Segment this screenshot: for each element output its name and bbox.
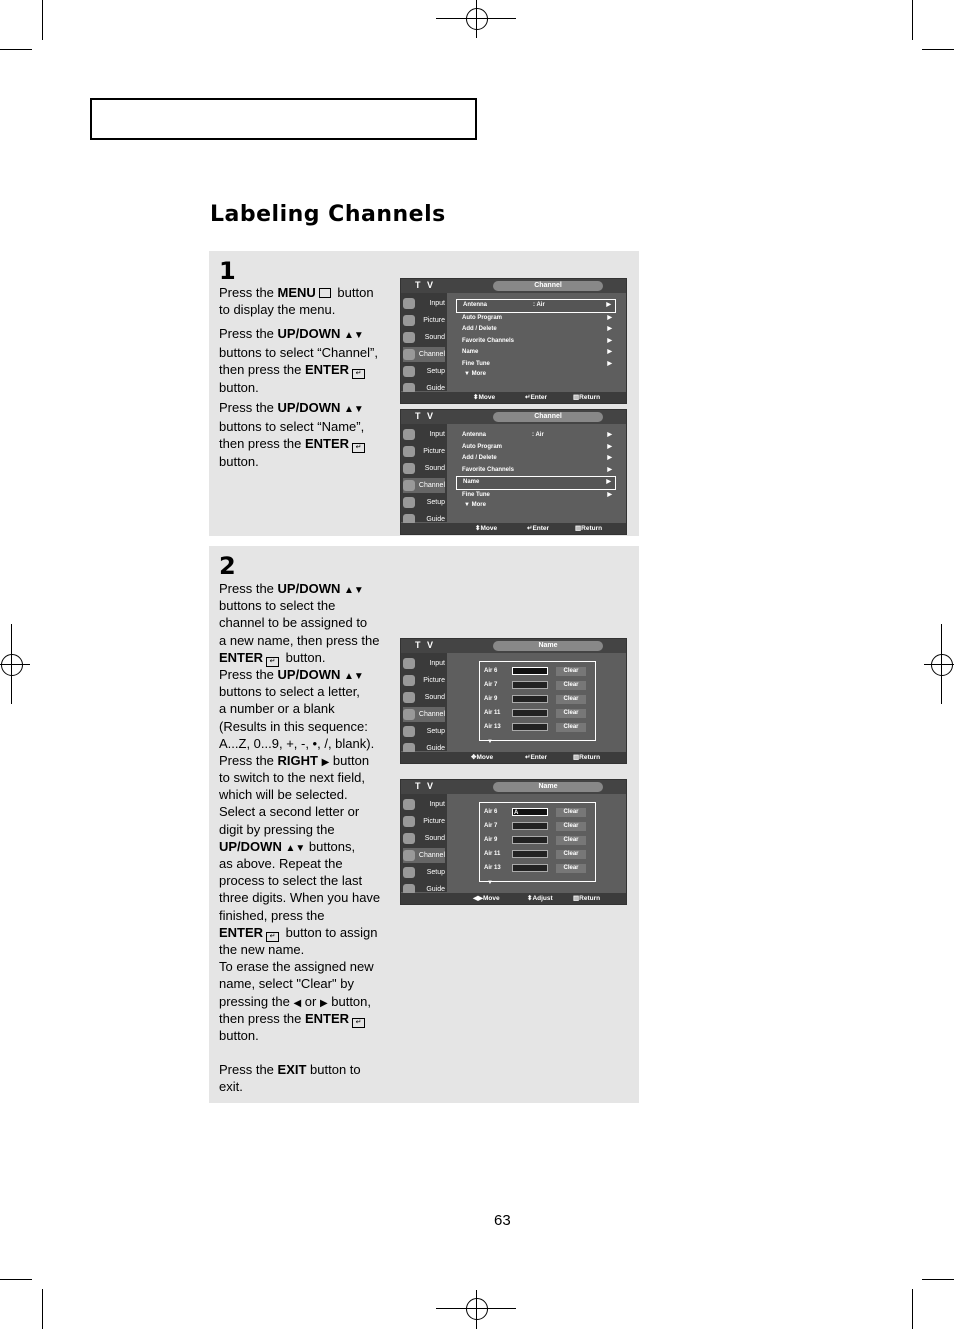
- menu-row-add-delete: Add / Delete ▶: [456, 324, 616, 336]
- up-down-arrow-icon: ▲▼: [344, 330, 364, 341]
- crop-mark: [922, 1279, 954, 1280]
- menu-row-fine-tune: Fine Tune ▶: [456, 490, 616, 502]
- right-arrow-icon: ▶: [607, 443, 612, 450]
- registration-line: [0, 664, 30, 665]
- picture-icon: [403, 446, 415, 457]
- sidebar-item-sound: Sound: [403, 330, 445, 345]
- step-1-paragraph-1: Press the MENU button to display the menu.: [219, 285, 374, 318]
- tv-screen-name-menu: [400, 638, 627, 764]
- sidebar-item-channel: Channel: [403, 347, 445, 362]
- name-field: [512, 864, 548, 872]
- name-row: Air 7 Clear: [484, 680, 592, 691]
- name-row: Air 6 Clear: [484, 666, 592, 677]
- clear-button: Clear: [556, 723, 586, 732]
- menu-row-fine-tune: Fine Tune ▶: [456, 359, 616, 371]
- sidebar-item-guide: Guide: [403, 381, 445, 396]
- instruction-line: ENTER ↵ button.: [219, 649, 326, 665]
- right-arrow-icon: ▶: [606, 302, 611, 308]
- down-arrow-icon: ▼: [487, 739, 493, 745]
- enter-icon: ↵: [352, 369, 365, 379]
- osd-sidebar: [401, 424, 447, 522]
- down-arrow-icon: ▼: [464, 502, 470, 508]
- osd-bottom-bar: [401, 392, 626, 403]
- page-number: 63: [494, 1212, 511, 1229]
- return-hint: ▥ Return: [573, 895, 601, 902]
- clear-button: Clear: [556, 808, 586, 817]
- clear-button: Clear: [556, 695, 586, 704]
- arrow-icon: ▲▼: [344, 585, 364, 596]
- instruction-line: buttons to select the: [219, 598, 336, 614]
- adjust-hint: ⬍ Adjust: [527, 895, 553, 902]
- right-arrow-icon: ▶: [607, 326, 612, 332]
- registration-line: [476, 1290, 477, 1329]
- right-arrow-icon: ▶: [607, 466, 612, 473]
- clear-button: Clear: [556, 681, 586, 690]
- instruction-line: Press the EXIT button to: [219, 1062, 361, 1078]
- setup-icon: [403, 867, 415, 878]
- crop-mark: [0, 49, 32, 50]
- right-arrow-icon: ▶: [607, 432, 612, 438]
- right-arrow-icon: ▶: [607, 349, 612, 355]
- name-row: Air 6 A Clear: [484, 807, 592, 818]
- instruction-line: ENTER ↵ button to assign: [219, 924, 378, 940]
- crop-mark: [912, 1289, 913, 1329]
- menu-icon: [319, 288, 331, 298]
- move-hint: ✥ Move: [471, 754, 494, 761]
- name-field: A: [512, 808, 548, 816]
- right-arrow-icon: ▶: [607, 455, 612, 461]
- sidebar-item-guide: Guide: [403, 741, 445, 756]
- return-hint: ▥ Return: [575, 525, 603, 532]
- sound-icon: [403, 463, 415, 474]
- instruction-line: pressing the ◀ or ▶ button,: [219, 993, 372, 1009]
- return-hint: ▥ Return: [573, 394, 601, 401]
- instruction-line: three digits. When you have: [219, 890, 381, 906]
- instruction-line: (Results in this sequence:: [219, 718, 368, 734]
- step-1-paragraph-2: Press the UP/DOWN ▲▼ buttons to select “Channel”, then press the ENTER ↵ button.: [219, 326, 378, 396]
- osd-sidebar: [401, 293, 447, 391]
- sound-icon: [403, 332, 415, 343]
- name-field: [512, 723, 548, 731]
- up-down-arrow-icon: ▲▼: [344, 404, 364, 415]
- clear-button: Clear: [556, 836, 586, 845]
- step-number: 1: [219, 257, 236, 285]
- menu-row-add-delete: Add / Delete ▶: [456, 453, 616, 465]
- page-title: Labeling Channels: [210, 202, 446, 227]
- instruction-line: channel to be assigned to: [219, 615, 368, 631]
- instruction-line: buttons to select a letter,: [219, 684, 360, 700]
- menu-row-auto-program: Auto Program ▶: [456, 313, 616, 325]
- menu-row-antenna: Antenna : Air ▶: [456, 299, 616, 313]
- sidebar-item-guide: Guide: [403, 882, 445, 897]
- osd-bottom-bar: [401, 893, 626, 904]
- name-row: Air 13 Clear: [484, 863, 592, 874]
- step-1-paragraph-3: Press the UP/DOWN ▲▼ buttons to select “Name”, then press the ENTER ↵ button.: [219, 400, 365, 470]
- name-row: Air 7 Clear: [484, 821, 592, 832]
- sidebar-item-input: Input: [403, 797, 445, 812]
- channel-icon: [403, 480, 415, 491]
- right-arrow-icon: ▶: [607, 491, 612, 498]
- clear-button: Clear: [556, 667, 586, 676]
- menu-row-auto-program: Auto Program ▶: [456, 442, 616, 454]
- menu-title: Name: [493, 641, 603, 651]
- sidebar-item-input: Input: [403, 656, 445, 671]
- enter-icon: ↵: [352, 443, 365, 453]
- osd-bottom-bar: [401, 752, 626, 763]
- right-arrow-icon: ▶: [607, 337, 612, 344]
- instruction-line: a number or a blank: [219, 701, 335, 717]
- instruction-line: Press the UP/DOWN ▲▼: [219, 581, 364, 596]
- arrow-icon: ◀: [293, 997, 302, 1009]
- sidebar-item-picture: Picture: [403, 673, 445, 688]
- sound-icon: [403, 833, 415, 844]
- setup-icon: [403, 366, 415, 377]
- tv-screen-channel-menu: [400, 278, 627, 404]
- name-field: [512, 850, 548, 858]
- instruction-line: then press the ENTER ↵: [219, 1010, 399, 1027]
- crop-mark: [42, 0, 43, 40]
- instruction-line: as above. Repeat the: [219, 856, 343, 871]
- input-icon: [403, 799, 415, 810]
- instruction-line: Press the UP/DOWN ▲▼: [219, 666, 364, 682]
- name-field: [512, 822, 548, 830]
- instruction-line: name, select "Clear" by: [219, 976, 354, 992]
- name-field: [512, 667, 548, 675]
- instruction-line: To erase the assigned new: [219, 959, 374, 975]
- instruction-line: process to select the last: [219, 873, 363, 889]
- instruction-line: exit.: [219, 1079, 243, 1095]
- name-field: [512, 709, 548, 717]
- name-field: [512, 836, 548, 844]
- registration-line: [476, 0, 477, 38]
- channel-icon: [403, 850, 415, 861]
- sidebar-item-input: Input: [403, 427, 445, 442]
- name-entry-box: [479, 802, 596, 882]
- instruction-line: button.: [219, 1027, 259, 1043]
- sidebar-item-channel: Channel: [403, 707, 445, 722]
- clear-button: Clear: [556, 864, 586, 873]
- sidebar-item-picture: Picture: [403, 444, 445, 459]
- sidebar-item-channel: Channel: [403, 848, 445, 863]
- return-hint: ▥ Return: [573, 754, 601, 761]
- picture-icon: [403, 675, 415, 686]
- name-field: [512, 681, 548, 689]
- sidebar-item-setup: Setup: [403, 364, 445, 379]
- name-row: Air 11 Clear: [484, 708, 592, 719]
- enter-icon: ↵: [352, 1018, 365, 1028]
- clear-button: Clear: [556, 850, 586, 859]
- instruction-line: [219, 1044, 399, 1061]
- osd-bottom-bar: [401, 523, 626, 534]
- name-row: Air 11 Clear: [484, 849, 592, 860]
- sidebar-item-setup: Setup: [403, 495, 445, 510]
- down-arrow-icon: ▼: [487, 880, 493, 886]
- sidebar-item-picture: Picture: [403, 814, 445, 829]
- enter-hint: ↵ Enter: [527, 525, 550, 532]
- name-row: Air 9 Clear: [484, 694, 592, 705]
- instruction-line: A...Z, 0...9, +, -, •, /, blank).: [219, 735, 375, 751]
- name-row: Air 13 Clear: [484, 722, 592, 733]
- enter-hint: ↵ Enter: [525, 754, 548, 761]
- enter-icon: ↵: [266, 932, 279, 942]
- crop-mark: [912, 0, 913, 40]
- instruction-line: Select a second letter or: [219, 804, 360, 820]
- sidebar-item-picture: Picture: [403, 313, 445, 328]
- enter-icon: ↵: [266, 657, 279, 667]
- channel-menu-list: [456, 430, 616, 510]
- enter-hint: ↵ Enter: [525, 394, 548, 401]
- menu-title: Name: [493, 782, 603, 792]
- name-row: Air 9 Clear: [484, 835, 592, 846]
- sidebar-item-setup: Setup: [403, 724, 445, 739]
- instruction-line: a new name, then press the: [219, 632, 380, 648]
- picture-icon: [403, 315, 415, 326]
- step-2-instructions: [219, 580, 399, 1096]
- clear-button: Clear: [556, 822, 586, 831]
- crop-mark: [922, 49, 954, 50]
- more-indicator: ▼ More: [464, 502, 486, 508]
- instruction-line: digit by pressing the: [219, 821, 335, 837]
- tv-screen-name-menu-adjust: [400, 779, 627, 905]
- instruction-line: finished, press the: [219, 907, 325, 923]
- menu-row-name: Name ▶: [456, 476, 616, 490]
- crop-mark: [42, 1289, 43, 1329]
- sidebar-item-guide: Guide: [403, 512, 445, 527]
- registration-line: [924, 664, 954, 665]
- right-arrow-icon: ▶: [606, 479, 611, 485]
- move-hint: ◀▶ Move: [473, 895, 500, 902]
- registration-mark: [931, 654, 953, 676]
- channel-icon: [403, 349, 415, 360]
- menu-row-favorite-channels: Favorite Channels ▶: [456, 336, 616, 348]
- arrow-icon: ▲▼: [344, 670, 364, 682]
- move-hint: ⬍ Move: [475, 525, 498, 532]
- sidebar-item-input: Input: [403, 296, 445, 311]
- menu-title: Channel: [493, 281, 603, 291]
- instruction-line: the new name.: [219, 941, 305, 957]
- menu-row-name: Name ▶: [456, 347, 616, 359]
- clear-button: Clear: [556, 709, 586, 718]
- right-arrow-icon: ▶: [607, 314, 612, 321]
- arrow-icon: ▶: [321, 756, 330, 768]
- arrow-icon: ▶: [319, 997, 328, 1009]
- move-hint: ⬍ Move: [473, 394, 496, 401]
- sound-icon: [403, 692, 415, 703]
- crop-mark: [0, 1279, 32, 1280]
- step-number: 2: [219, 552, 236, 580]
- tv-screen-channel-menu-name: [400, 409, 627, 535]
- setup-icon: [403, 726, 415, 737]
- tv-logo: T V: [415, 781, 436, 791]
- down-arrow-icon: ▼: [464, 371, 470, 377]
- header-box: [90, 98, 477, 140]
- channel-menu-list: [456, 299, 616, 379]
- name-field: [512, 695, 548, 703]
- channel-icon: [403, 709, 415, 720]
- right-arrow-icon: ▶: [607, 360, 612, 367]
- input-icon: [403, 298, 415, 309]
- input-icon: [403, 429, 415, 440]
- menu-row-antenna: Antenna : Air ▶: [456, 430, 616, 442]
- tv-logo: T V: [415, 280, 436, 290]
- instruction-line: which will be selected.: [219, 787, 348, 803]
- name-entry-box: [479, 661, 596, 741]
- menu-title: Channel: [493, 412, 603, 422]
- sidebar-item-sound: Sound: [403, 690, 445, 705]
- sidebar-item-sound: Sound: [403, 461, 445, 476]
- instruction-line: Press the RIGHT ▶ button: [219, 752, 370, 768]
- more-indicator: ▼ More: [464, 371, 486, 377]
- registration-mark: [466, 8, 488, 30]
- picture-icon: [403, 816, 415, 827]
- instruction-line: to switch to the next field,: [219, 770, 365, 786]
- registration-mark: [1, 654, 23, 676]
- sidebar-item-setup: Setup: [403, 865, 445, 880]
- instruction-line: UP/DOWN ▲▼ buttons,: [219, 838, 356, 854]
- tv-logo: T V: [415, 411, 436, 421]
- registration-mark: [466, 1298, 488, 1320]
- input-icon: [403, 658, 415, 669]
- tv-logo: T V: [415, 640, 436, 650]
- arrow-icon: ▲▼: [285, 842, 306, 854]
- osd-sidebar: [401, 653, 447, 751]
- osd-sidebar: [401, 794, 447, 892]
- menu-row-favorite-channels: Favorite Channels ▶: [456, 465, 616, 477]
- sidebar-item-channel: Channel: [403, 478, 445, 493]
- setup-icon: [403, 497, 415, 508]
- sidebar-item-sound: Sound: [403, 831, 445, 846]
